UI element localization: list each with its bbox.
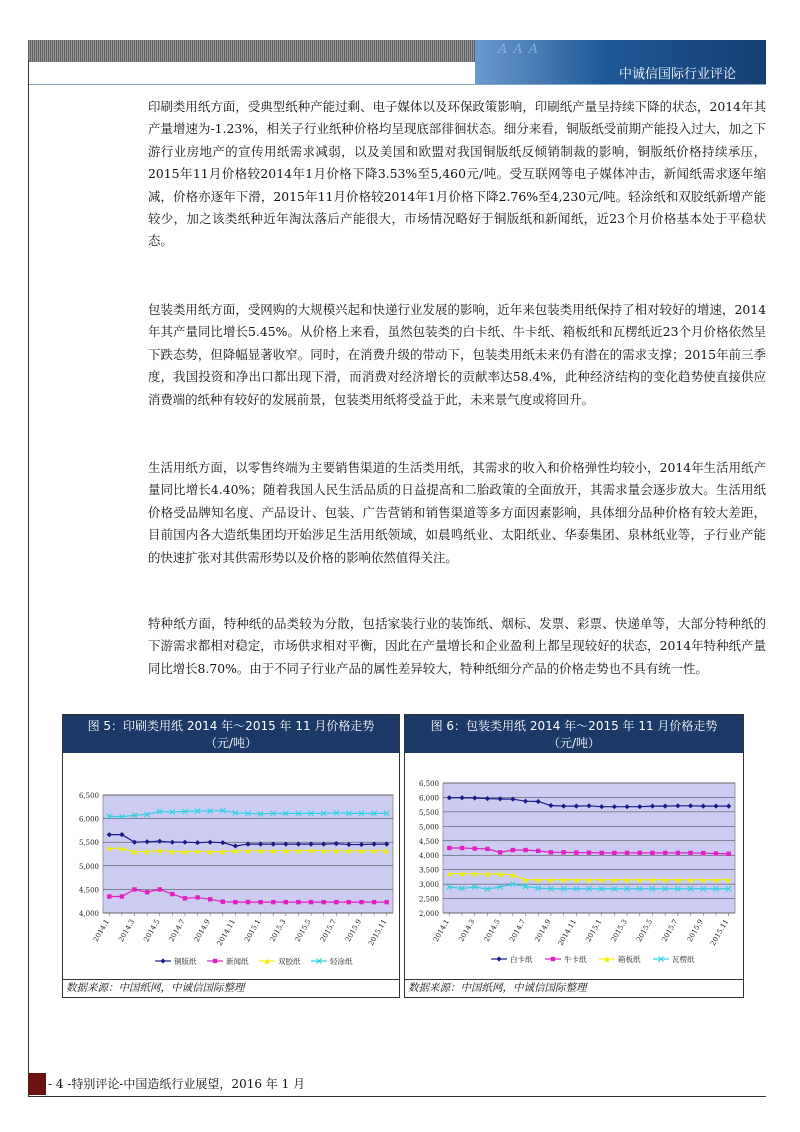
y-tick-label: 5,000 <box>78 862 99 871</box>
x-tick-label: 2014.7 <box>167 918 187 944</box>
paragraph-packaging-paper: 包装类用纸方面，受网购的大规模兴起和快递行业发展的影响，近年来包装类用纸保持了相对较好的增速，2014年其产量同比增长5.45%。从价格上来看，虽然包装类的白卡纸、牛卡纸、箱板纸和瓦楞纸近23个月价格依然呈下跌态势，但降幅显著收窄。同时，在消费升级的带动下，包装类用纸未来仍有潜在的需求支撑；2015年前三季度，我国投资和净出口都出现下滑，而消费对经济增长的贡献率达58.4%，此种经济结构的变化趋势使直接供应消费端的纸种有较好的发展前景，包装类用纸将受益于此，未来景气度或将回升。 <box>148 302 766 407</box>
legend-label: 箱板纸 <box>618 955 641 964</box>
y-tick-label: 4,500 <box>418 837 439 846</box>
footer-text: - 4 -特别评论-中国造纸行业展望，2016 年 1 月 <box>48 1077 306 1091</box>
data-point <box>638 851 642 855</box>
x-tick-label: 2014.1 <box>91 918 112 944</box>
data-point <box>523 848 527 852</box>
data-point <box>296 900 300 904</box>
data-point <box>549 850 553 854</box>
data-point <box>498 850 502 854</box>
y-tick-label: 5,500 <box>78 839 99 848</box>
legend-label: 白卡纸 <box>510 955 533 964</box>
figure-6 <box>404 714 744 998</box>
x-tick-label: 2015.5 <box>635 918 655 944</box>
x-tick-label: 2014.3 <box>457 918 477 944</box>
paragraph-printing-paper: 印刷类用纸方面，受典型纸种产能过剩、电子媒体以及环保政策影响，印刷纸产量呈持续下降的状态，2014年其产量增速为-1.23%，相关子行业纸种价格均呈现底部徘徊状态。细分来看，铜版纸受前期产能投入过大，加之下游行业房地产的宣传用纸需求减弱，以及美国和欧盟对我国铜版纸反倾销制裁的影响，铜版纸价格持续承压，2015年11月价格较2014年1月价格下降3.53%至5,460元/吨。受互联网等电子媒体冲击，新闻纸需求逐年缩减，价格亦逐年下滑，2015年11月价格较2014年1月价格下降2.76%至4,230元/吨。轻涂纸和双胶纸新增产能较少，加之该类纸种近年淘汰落后产能很大，市场情况略好于铜版纸和新闻纸，近23个月价格基本处于平稳状态。 <box>148 99 766 249</box>
data-point <box>284 900 288 904</box>
legend-marker <box>160 958 165 963</box>
x-tick-label: 2015.7 <box>318 918 338 944</box>
data-point <box>246 900 250 904</box>
figure-5-title-line1: 图 5：印刷类用纸 2014 年～2015 年 11 月价格走势 <box>87 719 375 733</box>
data-point <box>485 847 489 851</box>
y-tick-label: 4,500 <box>78 886 99 895</box>
data-point <box>195 895 199 899</box>
y-tick-label: 6,000 <box>418 794 439 803</box>
data-point <box>384 900 388 904</box>
header-watermark: AAA <box>498 42 545 57</box>
data-point <box>561 850 565 854</box>
y-tick-label: 4,000 <box>78 910 99 918</box>
data-point <box>359 900 363 904</box>
x-tick-label: 2014.7 <box>508 918 528 944</box>
data-point <box>701 851 705 855</box>
legend-label: 铜版纸 <box>174 957 197 966</box>
data-point <box>688 851 692 855</box>
figure-5-source: 数据来源：中国纸网，中诚信国际整理 <box>63 979 399 998</box>
paragraph-household-paper: 生活用纸方面，以零售终端为主要销售渠道的生活类用纸，其需求的收入和价格弹性均较小，2014年生活用纸产量同比增长4.40%；随着我国人民生活品质的日益提高和二胎政策的全面放开，其需求量会逐步放大。生活用纸价格受品牌知名度、产品设计、包装、广告营销和销售渠道等多方面因素影响，具体细分品种价格有较大差距，目前国内各大造纸集团均开始涉足生活用纸领域，如晨鸣纸业、太阳纸业、华泰集团、泉林纸业等，子行业产能的快速扩张对其供需形势以及价格的影响依然值得关注。 <box>148 460 766 565</box>
data-point <box>612 851 616 855</box>
x-tick-label: 2015.1 <box>584 918 604 944</box>
legend-marker <box>551 957 555 961</box>
x-tick-label: 2015.3 <box>268 918 288 944</box>
x-tick-label: 2015.9 <box>685 918 705 944</box>
data-point <box>536 849 540 853</box>
data-point <box>663 851 667 855</box>
y-tick-label: 2,000 <box>418 910 439 918</box>
figure-5-title <box>63 715 399 753</box>
data-point <box>726 852 730 856</box>
data-point <box>132 887 136 891</box>
legend-item <box>653 954 695 964</box>
data-point <box>107 894 111 898</box>
header-title: 中诚信国际行业评论 <box>618 67 736 82</box>
data-point <box>233 900 237 904</box>
data-point <box>334 900 338 904</box>
data-point <box>473 846 477 850</box>
x-tick-label: 2015.11 <box>708 918 731 948</box>
legend-label: 轻涂纸 <box>330 957 353 966</box>
footer-divider <box>28 1096 766 1097</box>
legend-label: 牛卡纸 <box>564 955 587 964</box>
legend-item <box>207 956 249 966</box>
data-point <box>372 900 376 904</box>
y-tick-label: 6,500 <box>78 792 99 800</box>
data-point <box>208 897 212 901</box>
data-point <box>587 850 591 854</box>
y-tick-label: 2,500 <box>418 895 439 904</box>
data-point <box>145 890 149 894</box>
x-tick-label: 2015.5 <box>293 918 313 944</box>
x-tick-label: 2015.3 <box>609 918 629 944</box>
legend-item <box>311 956 353 966</box>
data-point <box>625 851 629 855</box>
figure-6-chart <box>405 753 743 979</box>
data-point <box>574 850 578 854</box>
data-point <box>309 900 313 904</box>
figure-5 <box>62 714 400 998</box>
header-divider <box>28 84 766 85</box>
data-point <box>321 900 325 904</box>
x-tick-label: 2015.1 <box>243 918 263 944</box>
legend-item <box>599 954 641 964</box>
legend-marker <box>496 956 501 961</box>
data-point <box>714 851 718 855</box>
x-tick-label: 2014.11 <box>556 918 579 948</box>
page-header <box>28 40 766 85</box>
figure-6-title-line2: （元/吨） <box>547 736 601 750</box>
figure-6-source: 数据来源：中国纸网，中诚信国际整理 <box>405 979 743 998</box>
data-point <box>676 851 680 855</box>
y-tick-label: 5,000 <box>418 823 439 832</box>
data-point <box>347 900 351 904</box>
y-tick-label: 3,000 <box>418 881 439 890</box>
y-tick-label: 6,500 <box>418 780 439 788</box>
legend-item <box>491 954 533 964</box>
x-tick-label: 2014.5 <box>482 918 502 944</box>
legend-label: 瓦楞纸 <box>672 955 695 964</box>
figure-5-chart <box>63 753 399 979</box>
legend-marker <box>213 959 217 963</box>
y-tick-label: 3,500 <box>418 866 439 875</box>
data-point <box>650 851 654 855</box>
legend-label: 双胶纸 <box>278 957 301 966</box>
data-point <box>271 900 275 904</box>
x-tick-label: 2014.5 <box>142 918 162 944</box>
data-point <box>158 887 162 891</box>
legend-label: 新闻纸 <box>226 957 249 966</box>
legend-item <box>259 956 301 966</box>
figure-6-title-line1: 图 6：包装类用纸 2014 年～2015 年 11 月价格走势 <box>430 719 718 733</box>
data-point <box>511 848 515 852</box>
x-tick-label: 2015.9 <box>344 918 364 944</box>
data-point <box>258 900 262 904</box>
paragraph-specialty-paper: 特种纸方面，特种纸的品类较为分散，包括家装行业的装饰纸、烟标、发票、彩票、快递单等，大部分特种纸的下游需求都相对稳定，市场供求相对平衡，因此在产量增长和企业盈利上都呈现较好的状态，2014年特种纸产量同比增长8.70%。由于不同子行业产品的属性差异较大，特种纸细分产品的价格走势也不具有统一性。 <box>148 616 766 676</box>
footer-marker <box>28 1073 46 1095</box>
x-tick-label: 2014.3 <box>117 918 137 944</box>
figure-5-title-line2: （元/吨） <box>204 736 258 750</box>
figure-6-title <box>405 715 743 753</box>
data-point <box>221 899 225 903</box>
data-point <box>170 892 174 896</box>
x-tick-label: 2014.11 <box>215 918 238 948</box>
left-margin-rule <box>28 60 29 1096</box>
x-tick-label: 2014.9 <box>192 918 212 944</box>
x-tick-label: 2014.9 <box>533 918 553 944</box>
x-tick-label: 2014.1 <box>431 918 452 944</box>
y-tick-label: 4,000 <box>418 852 439 861</box>
x-tick-label: 2015.11 <box>367 918 389 948</box>
data-point <box>599 851 603 855</box>
y-tick-label: 6,000 <box>78 815 99 824</box>
legend-item <box>545 954 587 964</box>
y-tick-label: 5,500 <box>418 808 439 817</box>
data-point <box>183 896 187 900</box>
legend-item <box>155 956 197 966</box>
data-point <box>447 846 451 850</box>
data-point <box>460 846 464 850</box>
x-tick-label: 2015.7 <box>660 918 680 944</box>
data-point <box>120 894 124 898</box>
